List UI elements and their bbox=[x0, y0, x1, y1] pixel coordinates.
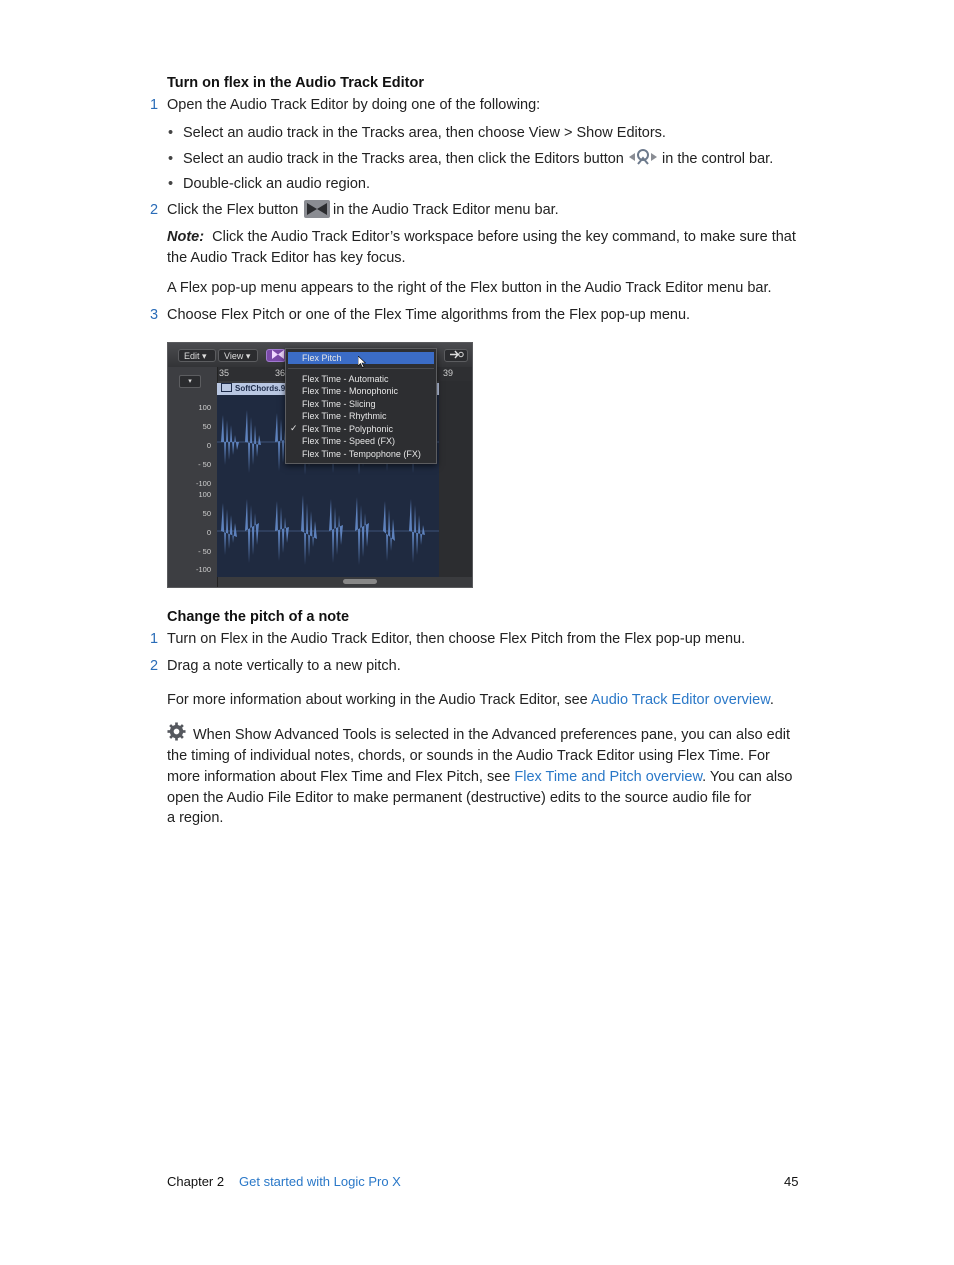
flex-popup-menu bbox=[285, 348, 437, 464]
paragraph-text: . You can also bbox=[702, 769, 793, 785]
paragraph bbox=[167, 767, 792, 788]
y-tick: 0 bbox=[206, 528, 211, 537]
step-text: Choose Flex Pitch or one of the Flex Time algorithms from the Flex pop-up menu. bbox=[167, 307, 691, 323]
note-line bbox=[167, 227, 796, 248]
section-heading-flex: Turn on flex in the Audio Track Editor bbox=[167, 75, 424, 91]
menu-item[interactable]: Flex Time - Automatic bbox=[302, 374, 389, 384]
y-tick: 50 bbox=[202, 509, 211, 518]
menu-item[interactable]: Flex Time - Polyphonic bbox=[302, 424, 394, 434]
section-heading-pitch: Change the pitch of a note bbox=[167, 609, 350, 625]
step-number: 1 bbox=[150, 631, 159, 647]
menu-item[interactable]: Flex Time - Tempophone (FX) bbox=[302, 449, 421, 459]
step-number: 2 bbox=[150, 658, 159, 674]
step-text: Click the Flex button bbox=[167, 202, 299, 218]
menu-item[interactable]: Flex Time - Rhythmic bbox=[302, 411, 387, 421]
region-name: SoftChords.9 bbox=[235, 384, 286, 393]
footer-chapter-link[interactable]: Get started with Logic Pro X bbox=[239, 1174, 401, 1189]
paragraph-text: When Show Advanced Tools is selected in the Advanced preferences pane, you can also edit bbox=[193, 727, 791, 743]
edit-menu-label: Edit bbox=[184, 351, 200, 361]
flex-time-pitch-overview-link[interactable]: Flex Time and Pitch overview bbox=[514, 769, 703, 785]
bullet-text: Select an audio track in the Tracks area, then click the Editors button bbox=[183, 151, 624, 167]
paragraph-text: the timing of individual notes, chords, or sounds in the Audio Track Editor using Flex Time. For bbox=[167, 748, 770, 764]
mouse-pointer-icon bbox=[358, 355, 366, 373]
bullet-dot: • bbox=[168, 151, 174, 167]
step-text: Open the Audio Track Editor by doing one of the following: bbox=[167, 97, 541, 113]
flex-button-icon bbox=[304, 200, 330, 218]
step-number: 1 bbox=[150, 97, 159, 113]
view-menu-label: View bbox=[224, 351, 244, 361]
step-number: 2 bbox=[150, 202, 159, 218]
note-label: Note: bbox=[167, 229, 205, 245]
ruler-label: 39 bbox=[443, 368, 454, 378]
y-tick: 100 bbox=[198, 490, 211, 499]
step-number: 3 bbox=[150, 307, 159, 323]
y-tick: 50 bbox=[202, 422, 211, 431]
y-tick: - 50 bbox=[198, 460, 211, 469]
paragraph-text: more information about Flex Time and Flex Pitch, see bbox=[167, 769, 515, 785]
paragraph-text: a region. bbox=[167, 810, 224, 826]
y-tick: - 50 bbox=[198, 547, 211, 556]
note-text: the Audio Track Editor has key focus. bbox=[167, 250, 406, 266]
bullet-text: in the control bar. bbox=[662, 151, 774, 167]
step-text: in the Audio Track Editor menu bar. bbox=[333, 202, 559, 218]
y-tick: 0 bbox=[206, 441, 211, 450]
checkmark-icon: ✓ bbox=[290, 423, 298, 433]
bullet-dot: • bbox=[168, 176, 174, 192]
step-text: Turn on Flex in the Audio Track Editor, then choose Flex Pitch from the Flex pop-up menu. bbox=[167, 631, 746, 647]
note-text: Click the Audio Track Editor’s workspace before using the key command, to make sure that bbox=[212, 229, 796, 245]
menu-item[interactable]: Flex Time - Monophonic bbox=[302, 386, 399, 396]
y-tick: -100 bbox=[195, 479, 211, 488]
paragraph-text: open the Audio File Editor to make permanent (destructive) edits to the source audio file for bbox=[167, 790, 752, 806]
edit-menu[interactable]: Edit ▾ bbox=[178, 349, 216, 362]
page-number: 45 bbox=[784, 1174, 799, 1189]
step-text: Drag a note vertically to a new pitch. bbox=[167, 658, 401, 674]
paragraph bbox=[167, 690, 774, 711]
flex-toggle-button[interactable] bbox=[266, 349, 286, 362]
audio-track-editor-screenshot bbox=[167, 342, 473, 588]
track-disclosure-button[interactable]: ▾ bbox=[179, 375, 201, 388]
y-tick: 100 bbox=[198, 403, 211, 412]
menu-item-flex-pitch[interactable]: Flex Pitch bbox=[302, 353, 342, 363]
amplitude-scale-panel bbox=[168, 367, 218, 588]
bullet-text: Double-click an audio region. bbox=[183, 176, 370, 192]
ruler-label: 36 bbox=[275, 368, 286, 378]
editors-button-icon bbox=[627, 147, 659, 167]
paragraph: A Flex pop-up menu appears to the right of the Flex button in the Audio Track Editor menu bar. bbox=[167, 280, 772, 296]
paragraph-text: . bbox=[769, 692, 774, 708]
y-tick: -100 bbox=[195, 565, 211, 574]
horizontal-scrollbar[interactable] bbox=[343, 579, 377, 584]
menu-item[interactable]: Flex Time - Slicing bbox=[302, 399, 376, 409]
menu-item[interactable]: Flex Time - Speed (FX) bbox=[302, 436, 396, 446]
paragraph-text: For more information about working in the Audio Track Editor, see bbox=[167, 692, 591, 708]
region-icon bbox=[221, 383, 232, 392]
bullet-dot: • bbox=[168, 125, 174, 141]
audio-track-editor-overview-link[interactable]: Audio Track Editor overview bbox=[590, 692, 770, 708]
advanced-gear-icon bbox=[167, 722, 186, 741]
ruler-label: 35 bbox=[219, 368, 230, 378]
footer-chapter: Chapter 2 bbox=[167, 1174, 225, 1189]
empty-track-area bbox=[439, 381, 473, 577]
catch-button[interactable] bbox=[444, 349, 468, 362]
view-menu[interactable]: View ▾ bbox=[218, 349, 258, 362]
bullet-text: Select an audio track in the Tracks area, then choose View > Show Editors. bbox=[183, 125, 666, 141]
menu-separator bbox=[288, 368, 434, 369]
